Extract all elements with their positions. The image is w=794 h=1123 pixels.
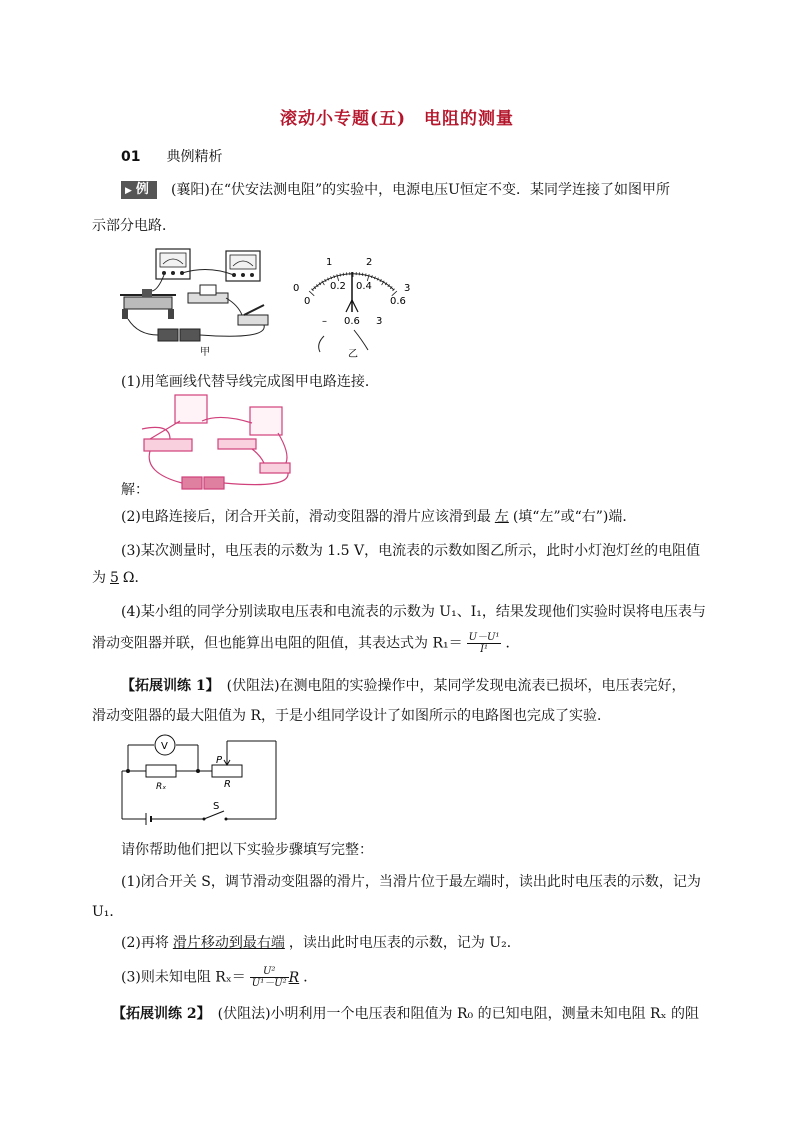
page-title: 滚动小专题(五) 电阻的测量: [279, 109, 515, 129]
q4-denominator: I¹: [480, 644, 489, 655]
step-3-denominator: U¹－U²: [251, 978, 287, 989]
step-3-tail: ．: [303, 969, 318, 986]
question-4-line-2: [92, 632, 519, 655]
step-3-numerator: U²: [250, 966, 289, 978]
question-4-line-1: (4)某小组的同学分别读取电压表和电流表的示数为 U₁、I₁，结果发现他们实验时误将电压表与: [121, 604, 706, 620]
terminal-0-6: 0.6: [344, 316, 360, 327]
extension-2-label: 【拓展训练 2】: [112, 1006, 204, 1022]
scale-top-2: 2: [366, 257, 373, 268]
battery-icon: [158, 329, 200, 341]
rheostat-icon: [120, 289, 176, 319]
ammeter-icon: [156, 249, 190, 279]
extension-1-line-2: 滑动变阻器的最大阻值为 R，于是小组同学设计了如图所示的电路图也完成了实验．: [92, 708, 611, 724]
question-2: [121, 507, 636, 527]
extension-1-prompt: 请你帮助他们把以下实验步骤填写完整：: [121, 842, 373, 858]
bulb-holder-icon: [188, 285, 228, 303]
section-heading: [121, 146, 222, 166]
extension-1-label: 【拓展训练 1】: [121, 678, 213, 694]
q3-pre: 为: [92, 570, 106, 586]
scale-bottom-0-6: 0.6: [390, 296, 406, 307]
figure-yi-label: 乙: [348, 349, 358, 360]
scale-top-1: 1: [326, 257, 333, 268]
section-label: 典例精析: [166, 149, 223, 165]
scale-bottom-0: 0: [304, 296, 311, 307]
dial-ticks: [309, 272, 397, 296]
q4-answer: [463, 632, 506, 655]
answer-label: 解：: [121, 482, 149, 498]
q4-fraction: [467, 632, 502, 655]
play-icon: ▶: [125, 186, 132, 196]
section-number: 01: [121, 149, 141, 165]
switch-label: S: [213, 801, 220, 812]
q3-unit: Ω．: [122, 570, 149, 586]
terminal-3: 3: [376, 316, 383, 327]
extension-1-step-3: [121, 966, 317, 989]
rheostat-label: R: [224, 779, 231, 790]
terminal-neg: –: [322, 316, 327, 327]
figure-jia-label: 甲: [200, 347, 210, 358]
extension-1-step-2: [121, 933, 521, 953]
step-3-answer: [246, 966, 303, 989]
example-tag: [121, 181, 157, 199]
q4-tail: ．: [505, 635, 520, 652]
scale-top-0: 0: [293, 283, 300, 294]
extension-2-text-1: (伏阻法)小明利用一个电压表和阻值为 R₀ 的已知电阻，测量未知电阻 Rₓ 的阻: [203, 1006, 699, 1022]
scale-bottom-0-2: 0.2: [330, 281, 346, 292]
step-2-answer: 滑片移动到最右端: [172, 935, 285, 951]
step-2-pre: (2)再将: [121, 935, 169, 951]
extension-1-text-1: (伏阻法)在测电阻的实验操作中，某同学发现电流表已损坏，电压表完好，: [212, 678, 686, 694]
q2-tail: (填“左”或“右”)端．: [512, 509, 637, 525]
question-3-line-2: [92, 568, 149, 588]
q4-numerator: U－U¹: [468, 632, 500, 643]
voltmeter-icon: [226, 251, 260, 281]
step-3-pre: (3)则未知电阻 Rₓ＝: [121, 969, 246, 986]
question-1: (1)用笔画线代替导线完成图甲电路连接．: [121, 374, 379, 390]
extension-2-line-1: [112, 1004, 699, 1024]
scale-top-3: 3: [404, 283, 411, 294]
extension-1-step-1-line-1: (1)闭合开关 S，调节滑动变阻器的滑片，当滑片位于最左端时，读出此时电压表的示数，记为: [121, 874, 701, 890]
extension-1-step-1-line-2: U₁．: [92, 904, 124, 920]
switch-icon: [238, 305, 268, 325]
answer-circuit-figure: [140, 393, 305, 493]
figure-jia-apparatus: [118, 245, 290, 360]
question-3-line-1: (3)某次测量时，电压表的示数为 1.5 V，电流表的示数如图乙所示，此时小灯泡灯丝的电阻值: [121, 543, 701, 559]
scale-bottom-0-4: 0.4: [356, 281, 372, 292]
q2-answer: 左: [494, 509, 509, 525]
example-text-2: 示部分电路．: [92, 218, 176, 234]
example-tag-label: 例: [135, 182, 149, 197]
figure-yi-meter: [290, 252, 415, 360]
example-text-1: (襄阳)在“伏安法测电阻”的实验中，电源电压U恒定不变．某同学连接了如图甲所: [170, 182, 670, 198]
q4-text: 滑动变阻器并联，但也能算出电阻的阻值，其表达式为 R₁＝: [92, 635, 463, 652]
extension-1-circuit-diagram: [118, 733, 283, 833]
unknown-resistor-label: Rₓ: [156, 782, 167, 792]
q3-answer: 5: [110, 570, 119, 586]
step-2-tail: ，读出此时电压表的示数，记为 U₂．: [288, 935, 521, 951]
step-3-factor: R: [288, 969, 300, 986]
example-line-1: [121, 180, 670, 200]
slider-label: P: [216, 755, 223, 766]
q2-text: (2)电路连接后，闭合开关前，滑动变阻器的滑片应该滑到最: [121, 509, 491, 525]
extension-1-line-1: [121, 676, 686, 696]
voltmeter-label: V: [161, 741, 168, 752]
step-3-fraction: [250, 966, 289, 989]
